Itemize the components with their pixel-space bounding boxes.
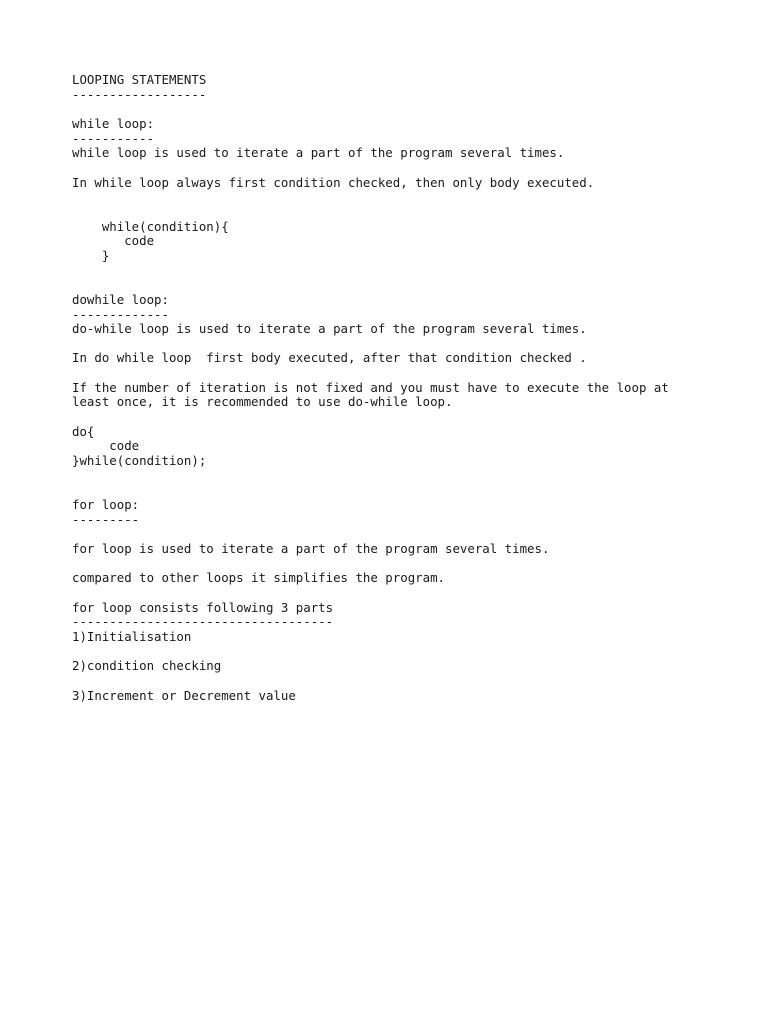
document-text: LOOPING STATEMENTS ------------------ while loop: ----------- while loop is used to iterate a part of the program several times. In while loop always first condition checked, then only body executed. while(condition){ code } dowhile loop: ------------- do-while loop is used to iterate a part of the program several times. In do while loop first body executed, after that condition checked . If the number of iteration is not fixed and you must have to execute the loop at least once, it is recommended to use do-while loop. do{ code }while(condition); for loop: --------- for loop is used to iterate a part of the program several times. compared to other loops it simplifies the program. for loop consists following 3 parts ----------------------------------- 1)Initialisation 2)condition checking 3)Increment or Decrement value — [72, 72, 669, 703]
